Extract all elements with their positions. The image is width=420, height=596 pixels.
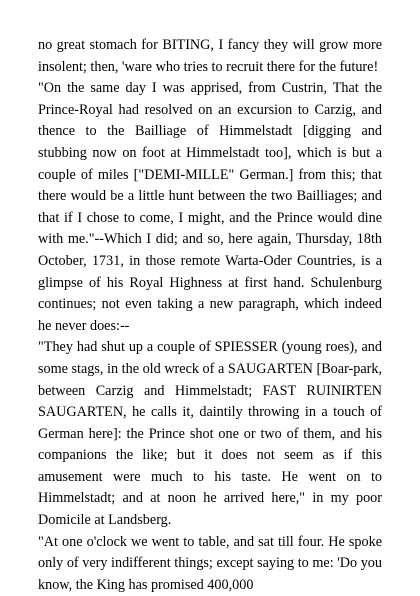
- paragraph-1: no great stomach for BITING, I fancy they will grow more insolent; then, 'ware who tries to recruit there for the future!: [38, 37, 382, 75]
- paragraph-3: "They had shut up a couple of SPIESSER (young roes), and some stags, in the old wreck of a SAUGARTEN [Boar-park, between Carzig and Himmelstadt; FAST RUINIRTEN SAUGARTEN, he calls it, daintily throwing in a touch of German here]: the Prince shot one or two of them, and his companions the like; but it does not seem as if this amusement were much to his taste. He went on to Himmelstadt; and at noon he arrived here," in my poor Domicile at Landsberg.: [38, 339, 382, 529]
- document-page: [38, 35, 382, 596]
- paragraph-4: "At one o'clock we went to table, and sat till four. He spoke only of very indifferent things; except saying to me: 'Do you know, the King has promised 400,000: [38, 533, 382, 593]
- paragraph-2: "On the same day I was apprised, from Custrin, That the Prince-Royal had resolved on an excursion to Carzig, and thence to the Bailliage of Himmelstadt [digging and stubbing now on foot at Himmelstadt too], which is but a couple of miles ["DEMI-MILLE" German.] from this; that there would be a little hunt between the two Bailliages; and that if I chose to come, I might, and the Prince would dine with me."--Which I did; and so, here again, Thursday, 18th October, 1731, in those remote Warta-Oder Countries, is a glimpse of his Royal Highness at first hand. Schulenburg continues; not even taking a new paragraph, which indeed he never does:--: [38, 80, 382, 334]
